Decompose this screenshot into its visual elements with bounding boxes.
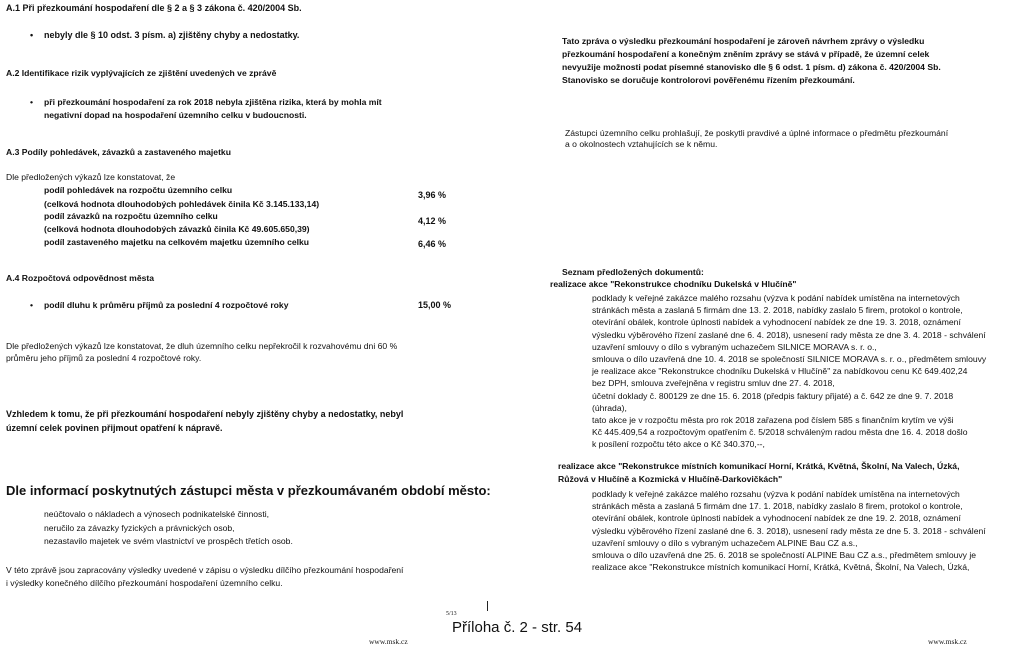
project1-line: účetní doklady č. 800129 ze dne 15. 6. 2018 (předpis faktury přijaté) a č. 642 ze dne 9. 7. 2018 <box>592 390 954 401</box>
attachment-label: Příloha č. 2 - str. 54 <box>452 619 583 636</box>
info-heading: Dle informací poskytnutých zástupci města v přezkoumávaném období město: <box>6 483 491 498</box>
footer-url-left: www.msk.cz <box>369 637 408 646</box>
closing-line2: i výsledky konečného dílčího přezkoumání hospodaření územního celku. <box>6 578 283 588</box>
project2-line: podklady k veřejné zakázce malého rozsahu (výzva k podání nabídek umístěna na internetových <box>592 489 960 499</box>
project2-line: smlouva o dílo uzavřená dne 25. 6. 2018 se společností ALPINE Bau CZ a.s., předmětem smlouvy je <box>592 550 977 561</box>
project1-details <box>592 292 1017 451</box>
conclusion-line2: územní celek povinen přijmout opatření k nápravě. <box>6 423 223 433</box>
a4-value: 15,00 % <box>418 300 452 310</box>
divider-mark <box>487 601 488 611</box>
closing-line1: V této zprávě jsou zapracovány výsledky uvedené v zápisu o výsledku dílčího přezkoumání hospodaření <box>6 565 404 575</box>
draft-line1: Tato zpráva o výsledku přezkoumání hospodaření je zároveň návrhem zprávy o výsledku <box>562 36 925 46</box>
a3-row-1-line1: podíl pohledávek na rozpočtu územního celku <box>44 185 233 195</box>
project1-line: uzavření smlouvy o dílo s vybraným uchazečem SILNICE MORAVA s. r. o., <box>592 341 877 352</box>
project2-title-line2: Růžová v Hlučíně a Kozmická v Hlučíně-Darkovičkách" <box>558 474 783 484</box>
docs-heading: Seznam předložených dokumentů: <box>562 267 704 277</box>
a4-heading: A.4 Rozpočtová odpovědnost města <box>6 273 155 283</box>
project2-line: stránkách města a zaslaná 5 firmám dne 17. 1. 2018, nabídky zaslalo 8 firem, protokol o kontrole, <box>592 501 963 512</box>
project1-line: podklady k veřejné zakázce malého rozsahu (výzva k podání nabídek umístěna na internetových <box>592 293 960 303</box>
a4-item: • podíl dluhu k průměru příjmů za poslední 4 rozpočtové roky <box>44 300 288 311</box>
project2-line: uzavření smlouvy o dílo s vybraným uchazečem ALPINE Bau CZ a.s., <box>592 537 858 548</box>
project2-line: výsledku výběrového řízení zaslané dne 6. 3. 2018), usnesení rady města ze dne 5. 3. 2018 - schválení <box>592 525 986 536</box>
project1-line: k posílení rozpočtu této akce o Kč 340.370,--, <box>592 439 765 450</box>
info-item-1: neúčtovalo o nákladech a výnosech podnikatelské činnosti, <box>44 509 270 519</box>
project2-line: otevírání obálek, kontrole úplnosti nabídek a vyhodnocení nabídek ze dne 19. 2. 2018, oznámení <box>592 513 961 524</box>
a4-note-line1: Dle předložených výkazů lze konstatovat, že dluh územního celku nepřekročil k rozvahovému dni 60 % <box>6 341 398 351</box>
project1-line: Kč 445.409,54 a rozpočtovým opatřením č. 5/2018 schváleným radou města dne 16. 4. 2018 došlo <box>592 427 968 438</box>
a3-row-1-value: 3,96 % <box>418 190 447 200</box>
info-item-3: nezastavilo majetek ve svém vlastnictví ve prospěch třetích osob. <box>44 536 293 546</box>
a3-row-1-line2: (celková hodnota dlouhodobých pohledávek činila Kč 3.145.133,14) <box>44 199 320 209</box>
project1-line: je realizace akce "Rekonstrukce chodníku Dukelská v Hlučíně" za nabídkovou cenu Kč 649.402,24 <box>592 366 968 377</box>
project1-line: smlouva o dílo uzavřená dne 10. 4. 2018 se společností SILNICE MORAVA s. r. o., předmětem smlouvy <box>592 354 987 365</box>
a4-note-line2: průměru jeho příjmů za poslední 4 rozpočtové roky. <box>6 353 202 363</box>
project1-line: tato akce je v rozpočtu města pro rok 2018 zařazena pod číslem 585 s finančním krytím ve výši <box>592 415 954 426</box>
project1-line: stránkách města a zaslaná 5 firmám dne 13. 2. 2018, nabídky zaslalo 5 firem, protokol o kontrole, <box>592 305 963 316</box>
footer-url-right: www.msk.cz <box>928 637 967 646</box>
a2-item-line2: negativní dopad na hospodaření územního celku v budoucnosti. <box>44 110 307 120</box>
draft-line4: Stanovisko se doručuje kontrolorovi pověřenému řízením přezkoumání. <box>562 75 855 85</box>
draft-line2: přezkoumání hospodaření a konečným zněním zprávy se stává v případě, že územní celek <box>562 49 930 59</box>
project2-line: realizace akce "Rekonstrukce místních komunikací Horní, Krátká, Květná, Školní, Na Valech, Úzká, <box>592 562 970 573</box>
a3-row-3-value: 6,46 % <box>418 239 447 249</box>
a1-item: • nebyly dle § 10 odst. 3 písm. a) zjištěny chyby a nedostatky. <box>44 30 299 41</box>
a3-row-2-line1: podíl závazků na rozpočtu územního celku <box>44 211 218 221</box>
page-fraction: 5/13 <box>446 611 457 617</box>
rep-line2: a o okolnostech vztahujících se k němu. <box>565 139 718 149</box>
project1-title: realizace akce "Rekonstrukce chodníku Dukelská v Hlučíně" <box>550 279 797 289</box>
a2-item-line1: • při přezkoumání hospodaření za rok 2018 nebyla zjištěna rizika, která by mohla mít <box>44 97 382 108</box>
a2-heading: A.2 Identifikace rizik vyplývajících ze zjištění uvedených ve zprávě <box>6 68 277 78</box>
project1-line: otevírání obálek, kontrole úplnosti nabídek a vyhodnocení nabídek ze dne 19. 3. 2018, oznámení <box>592 317 961 328</box>
conclusion-line1: Vzhledem k tomu, že při přezkoumání hospodaření nebyly zjištěny chyby a nedostatky, nebyl <box>6 409 404 419</box>
a3-intro: Dle předložených výkazů lze konstatovat, že <box>6 172 176 182</box>
a3-heading: A.3 Podíly pohledávek, závazků a zastaveného majetku <box>6 147 231 157</box>
project1-line: bez DPH, smlouva zveřejněna v registru smluv dne 27. 4. 2018, <box>592 378 835 389</box>
rep-line1: Zástupci územního celku prohlašují, že poskytli pravdivé a úplné informace o předmětu přezkoumání <box>565 128 949 138</box>
project1-line: výsledku výběrového řízení zaslané dne 6. 4. 2018), usnesení rady města ze dne 3. 4. 2018 - schválení <box>592 329 986 340</box>
info-item-2: neručilo za závazky fyzických a právnických osob, <box>44 523 235 533</box>
a3-row-2-value: 4,12 % <box>418 216 447 226</box>
project2-details <box>592 488 1017 573</box>
project1-line: (úhrada), <box>592 402 627 413</box>
project2-title-line1: realizace akce "Rekonstrukce místních komunikací Horní, Krátká, Květná, Školní, Na Valech, Úzká, <box>558 461 960 471</box>
a1-heading: A.1 Při přezkoumání hospodaření dle § 2 a § 3 zákona č. 420/2004 Sb. <box>6 3 302 13</box>
draft-line3: nevyužije možnosti podat písemné stanovisko dle § 6 odst. 1 písm. d) zákona č. 420/2004 Sb. <box>562 62 941 72</box>
a3-row-2-line2: (celková hodnota dlouhodobých závazků činila Kč 49.605.650,39) <box>44 224 310 234</box>
a3-row-3-line1: podíl zastaveného majetku na celkovém majetku územního celku <box>44 237 310 247</box>
